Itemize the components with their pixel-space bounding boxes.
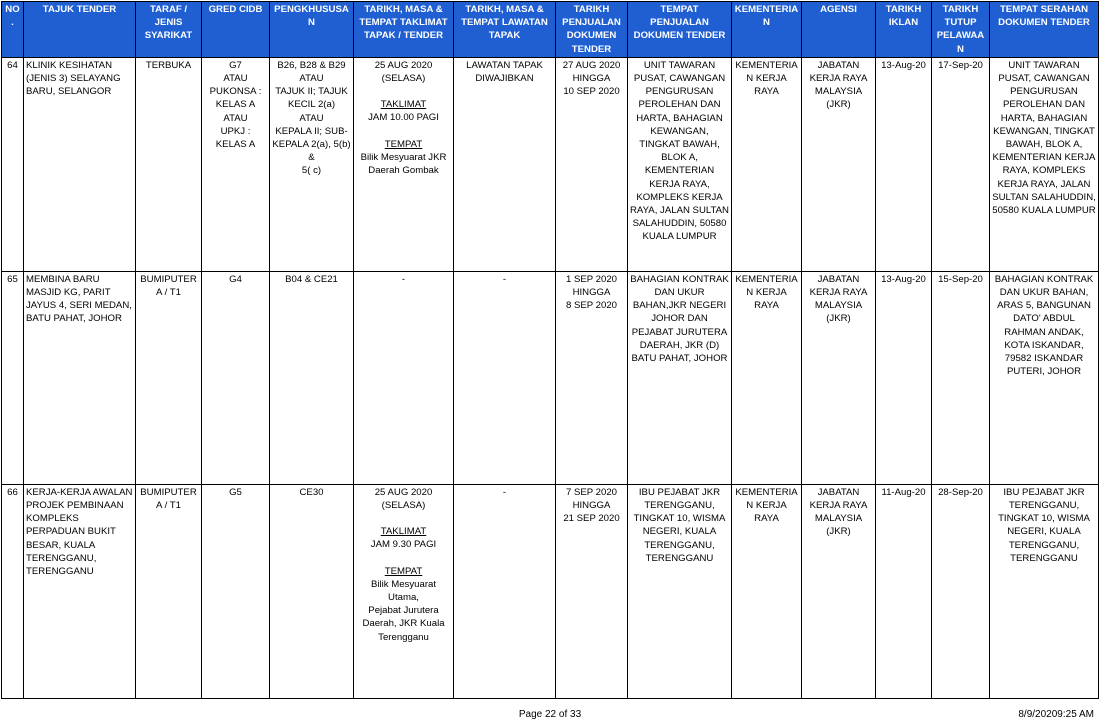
header-taklimat: TARIKH, MASA & TEMPAT TAKLIMAT TAPAK / TENDER <box>354 2 454 58</box>
cell-serahan: UNIT TAWARAN PUSAT, CAWANGAN PENGURUSAN PEROLEHAN DAN HARTA, BAHAGIAN KEWANGAN, TINGKAT BAWAH, BLOK A, KEMENTERIAN KERJA RAYA, KOMPLEKS KERJA RAYA, JALAN SULTAN SALAHUDDIN, 50580 KUALA LUMPUR <box>990 57 1099 271</box>
cell-gred: G5 <box>202 484 270 698</box>
pengkhususan-line: KECIL 2(a) <box>287 99 336 111</box>
taklimat-day: (SELASA) <box>381 73 426 85</box>
header-gred: GRED CIDB <box>202 2 270 58</box>
taklimat-place: Daerah Gombak <box>368 165 439 177</box>
taklimat-place: Pejabat Jurutera <box>368 605 439 617</box>
header-kementerian: KEMENTERIAN <box>732 2 802 58</box>
cell-pengkhususan: CE30 <box>270 484 354 698</box>
tender-table <box>1 1 1099 699</box>
header-pengkhususan: PENGKHUSUSAN <box>270 2 354 58</box>
cell-iklan: 11-Aug-20 <box>876 484 932 698</box>
tempat-label: TEMPAT <box>384 565 423 577</box>
tempat-label: TEMPAT <box>384 138 423 150</box>
cell-tutup: 15-Sep-20 <box>932 271 990 484</box>
header-iklan: TARIKH IKLAN <box>876 2 932 58</box>
penjualan-start: 7 SEP 2020 <box>565 486 618 498</box>
taklimat-place: Bilik Mesyuarat JKR <box>360 151 447 163</box>
taklimat-place: Bilik Mesyuarat Utama, <box>370 578 437 604</box>
print-datetime: 8/9/20209:25 AM <box>1018 709 1094 720</box>
cell-no: 66 <box>2 484 24 698</box>
cell-kementerian: KEMENTERIAN KERJA RAYA <box>732 271 802 484</box>
cell-taraf: BUMIPUTERA / T1 <box>136 484 202 698</box>
gred-line: UPKJ : KELAS A <box>215 125 256 151</box>
cell-taklimat: - <box>354 271 454 484</box>
penjualan-hingga: HINGGA <box>572 287 611 299</box>
pengkhususan-line: ATAU <box>299 73 324 85</box>
pengkhususan-line: 5( c) <box>301 165 322 177</box>
gred-line: ATAU <box>223 73 248 85</box>
cell-agensi: JABATAN KERJA RAYA MALAYSIA (JKR) <box>802 484 876 698</box>
cell-penjualan <box>556 271 628 484</box>
gred-line: PUKONSA : <box>209 86 262 98</box>
taklimat-place: Daerah, JKR Kuala <box>362 618 445 630</box>
header-agensi: AGENSI <box>802 2 876 58</box>
taklimat-label: TAKLIMAT <box>380 526 427 538</box>
header-lawatan: TARIKH, MASA & TEMPAT LAWATAN TAPAK <box>454 2 556 58</box>
cell-tutup: 28-Sep-20 <box>932 484 990 698</box>
taklimat-date: 25 AUG 2020 <box>374 486 433 498</box>
cell-no: 64 <box>2 57 24 271</box>
cell-no: 65 <box>2 271 24 484</box>
cell-tajuk: MEMBINA BARU MASJID KG, PARIT JAYUS 4, SERI MEDAN, BATU PAHAT, JOHOR <box>24 271 136 484</box>
header-tempat-penjualan: TEMPAT PENJUALAN DOKUMEN TENDER <box>628 2 732 58</box>
header-tajuk: TAJUK TENDER <box>24 2 136 58</box>
gred-line: KELAS A <box>215 99 256 111</box>
cell-taraf: BUMIPUTERA / T1 <box>136 271 202 484</box>
cell-taklimat <box>354 57 454 271</box>
cell-tempat-penjualan: IBU PEJABAT JKR TERENGGANU, TINGKAT 10, WISMA NEGERI, KUALA TERENGGANU, TERENGGANU <box>628 484 732 698</box>
penjualan-hingga: HINGGA <box>572 500 611 512</box>
gred-line: ATAU <box>223 112 248 124</box>
taklimat-label: TAKLIMAT <box>380 99 427 111</box>
cell-lawatan <box>454 57 556 271</box>
cell-tutup: 17-Sep-20 <box>932 57 990 271</box>
lawatan-line: LAWATAN TAPAK <box>466 59 543 71</box>
header-no: NO. <box>2 2 24 58</box>
pengkhususan-line: TAJUK II; TAJUK <box>275 86 348 98</box>
cell-lawatan: - <box>454 484 556 698</box>
cell-penjualan <box>556 484 628 698</box>
gred-line: G7 <box>229 59 242 71</box>
pengkhususan-line: B26, B28 & B29 <box>277 59 346 71</box>
cell-tajuk: KLINIK KESIHATAN (JENIS 3) SELAYANG BARU, SELANGOR <box>24 57 136 271</box>
penjualan-hingga: HINGGA <box>572 73 611 85</box>
cell-tempat-penjualan: UNIT TAWARAN PUSAT, CAWANGAN PENGURUSAN PEROLEHAN DAN HARTA, BAHAGIAN KEWANGAN, TINGKAT BAWAH, BLOK A, KEMENTERIAN KERJA RAYA, KOMPLEKS KERJA RAYA, JALAN SULTAN SALAHUDDIN, 50580 KUALA LUMPUR <box>628 57 732 271</box>
pengkhususan-line: KEPALA II; SUB- <box>275 125 348 137</box>
penjualan-end: 10 SEP 2020 <box>563 86 620 98</box>
page-number: Page 22 of 33 <box>518 709 582 720</box>
cell-gred <box>202 57 270 271</box>
penjualan-start: 27 AUG 2020 <box>562 59 621 71</box>
taklimat-day: (SELASA) <box>381 500 426 512</box>
taklimat-time: JAM 9.30 PAGI <box>370 539 437 551</box>
penjualan-end: 21 SEP 2020 <box>563 513 620 525</box>
header-tutup: TARIKH TUTUP PELAWAAN <box>932 2 990 58</box>
cell-kementerian: KEMENTERIAN KERJA RAYA <box>732 484 802 698</box>
cell-taklimat <box>354 484 454 698</box>
taklimat-time: JAM 10.00 PAGI <box>368 112 439 124</box>
cell-lawatan: - <box>454 271 556 484</box>
header-serahan: TEMPAT SERAHAN DOKUMEN TENDER <box>990 2 1099 58</box>
table-row <box>2 271 1099 484</box>
pengkhususan-line: ATAU <box>299 112 324 124</box>
header-taraf: TARAF / JENIS SYARIKAT <box>136 2 202 58</box>
header-row <box>2 2 1099 58</box>
cell-serahan: BAHAGIAN KONTRAK DAN UKUR BAHAN, ARAS 5, BANGUNAN DATO' ABDUL RAHMAN ANDAK, KOTA ISKANDAR, 79582 ISKANDAR PUTERI, JOHOR <box>990 271 1099 484</box>
cell-pengkhususan: B04 & CE21 <box>270 271 354 484</box>
penjualan-end: 8 SEP 2020 <box>565 300 618 312</box>
cell-iklan: 13-Aug-20 <box>876 271 932 484</box>
table-row <box>2 57 1099 271</box>
taklimat-place: Terengganu <box>378 631 429 643</box>
cell-agensi: JABATAN KERJA RAYA MALAYSIA (JKR) <box>802 57 876 271</box>
cell-taraf: TERBUKA <box>136 57 202 271</box>
header-penjualan: TARIKH PENJUALAN DOKUMEN TENDER <box>556 2 628 58</box>
cell-iklan: 13-Aug-20 <box>876 57 932 271</box>
cell-kementerian: KEMENTERIAN KERJA RAYA <box>732 57 802 271</box>
lawatan-line: DIWAJIBKAN <box>475 73 534 85</box>
taklimat-date: 25 AUG 2020 <box>374 59 433 71</box>
cell-pengkhususan <box>270 57 354 271</box>
cell-tajuk: KERJA-KERJA AWALAN PROJEK PEMBINAAN KOMPLEKS PERPADUAN BUKIT BESAR, KUALA TERENGGANU, TERENGGANU <box>24 484 136 698</box>
cell-serahan: IBU PEJABAT JKR TERENGGANU, TINGKAT 10, WISMA NEGERI, KUALA TERENGGANU, TERENGGANU <box>990 484 1099 698</box>
cell-penjualan <box>556 57 628 271</box>
cell-gred: G4 <box>202 271 270 484</box>
cell-tempat-penjualan: BAHAGIAN KONTRAK DAN UKUR BAHAN,JKR NEGERI JOHOR DAN PEJABAT JURUTERA DAERAH, JKR (D) BATU PAHAT, JOHOR <box>628 271 732 484</box>
table-row <box>2 484 1099 698</box>
penjualan-start: 1 SEP 2020 <box>565 273 618 285</box>
pengkhususan-line: KEPALA 2(a), 5(b) & <box>272 139 351 164</box>
cell-agensi: JABATAN KERJA RAYA MALAYSIA (JKR) <box>802 271 876 484</box>
